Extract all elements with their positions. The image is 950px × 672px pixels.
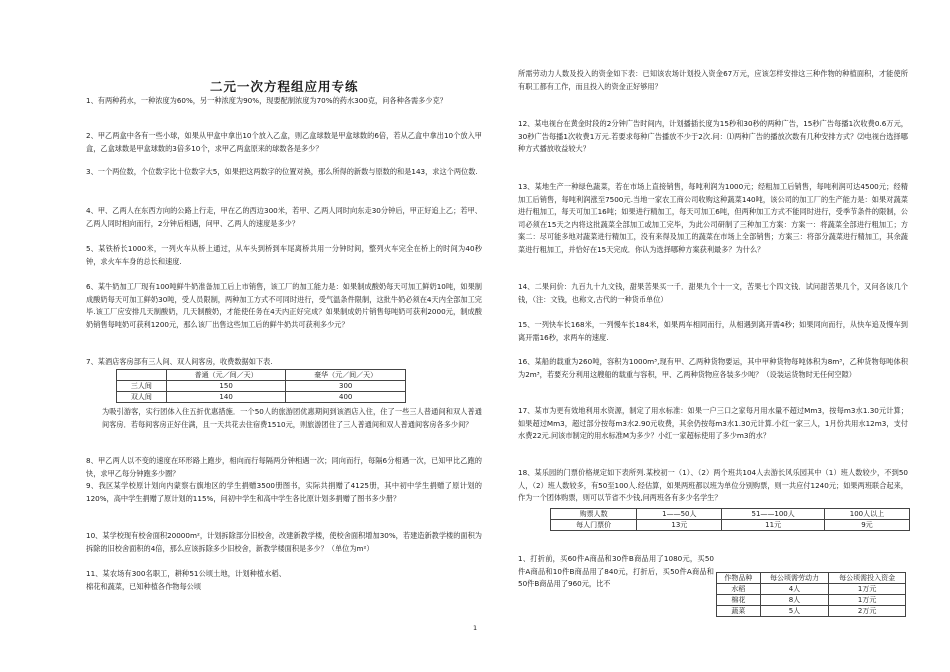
- table-cell: 棉花: [717, 595, 761, 606]
- table-cell: 1——50人: [637, 509, 722, 520]
- problem-11: 11、某农场有300名职工，耕种51公顷土地，计划种植水稻、棉花和蔬菜，已知种植各作物每公顷: [86, 569, 286, 591]
- table-cell: 1万元: [829, 595, 906, 606]
- problem-11-cont: 所需劳动力人数及投入的资金如下表：已知该农场计划投入资金67万元，应该怎样安排这三种作物的种植面积，才能使所有职工都有工作，而且投入的资金正好够用？: [518, 69, 908, 91]
- table-cell: 双人间: [117, 392, 167, 403]
- problem-15: 15、一列快车长168米，一列慢车长184米，如果两车相同而行，从相遇到离开需4秒；如果同向而行，从快车追及慢车到离开需16秒，求两车的速度.: [518, 320, 908, 342]
- crop-requirements-table: [716, 572, 906, 617]
- table-cell: 150: [166, 381, 286, 392]
- table-cell: 51——100人: [722, 509, 825, 520]
- problem-1: 1、有两种药水，一种浓度为60%，另一种浓度为90%，现要配制浓度为70%的药水300克，问各种各需多少克？: [86, 96, 447, 105]
- problem-17: 17、某市为更有效地利用水资源，制定了用水标准：如果一户三口之家每月用水量不超过Mm3，按每m3水1.30元计算；如果超过Mm3，超过部分按每m3水2.90元收费，其余仍按每m3水1.30元计算.小红一家三人，1月份共用水12m3，支付水费22元.问该市制定的用水标准M为多少？小红一家超标使用了多少m3的水？: [518, 406, 908, 441]
- table-cell: 水稻: [717, 584, 761, 595]
- table-cell: 100人以上: [824, 509, 909, 520]
- ticket-price-table: [550, 508, 910, 531]
- table-cell: 140: [166, 392, 286, 403]
- table-cell: 豪华（元／间／天）: [286, 370, 406, 381]
- hotel-price-table: [116, 369, 406, 403]
- problem-12: 12、某电视台在黄金时段的2分钟广告时间内，计划播插长度为15秒和30秒的两种广告，15秒广告每播1次收费0.6万元，30秒广告每播1次收费1万元.若要求每种广告播放不少于2次.问：⑴两种广告的播放次数有几种安排方式？⑵电视台选择哪种方式播放收益较大？: [518, 119, 908, 154]
- table-cell: 普通（元／间／天）: [166, 370, 286, 381]
- table-cell: 5人: [760, 606, 829, 617]
- table-cell: 每人门票价: [551, 520, 637, 531]
- table-cell: 每公顷需劳动力: [760, 573, 829, 584]
- problem-7-text: 为吸引游客，实行团体入住五折优惠措施．一个50人的旅游团优惠期间到该酒店入住，住了一些三人普通间和双人普通间客房．若每间客房正好住满，且一天共花去住宿费1510元，则旅游团住了三人普通间和双人普通间客房各多少间？: [102, 407, 482, 429]
- problem-5: 5、某铁桥长1000米，一列火车从桥上通过，从车头到桥到车尾离桥共用一分钟时间，整列火车完全在桥上的时间为40秒钟，求火车车身的总长和速度.: [86, 244, 482, 266]
- discount-problem-1: 1、打折前，买60件A商品和30件B商品用了1080元，买50件A商品和10件B商品用了840元，打折后，买50件A商品和50件B商品用了960元，比不: [518, 554, 714, 589]
- table-cell: 13元: [637, 520, 722, 531]
- problem-6: 6、某牛奶加工厂现有100吨鲜牛奶准备加工后上市销售，该工厂的加工能力是：如果制成酸奶每天可加工鲜奶10吨，如果制成酸奶每天可加工鲜奶30吨，受人员限制，两种加工方式不可同时进行，受气温条件限制，这批牛奶必须在4天内全部加工完毕.该工厂应安排几天制酸奶，几天制酸奶，才能使任务在4天内正好完成？如果制成奶片销售每吨奶可获利2000元，制成酸奶销售每吨奶可获利1200元，那么该厂出售这些加工后的鲜牛奶共可获利多少元？: [86, 282, 482, 329]
- table-cell: 作物品种: [717, 573, 761, 584]
- problem-9: 9、我区某学校原计划向内蒙察右旗地区的学生捐赠3500册图书，实际共捐赠了4125册，其中初中学生捐赠了原计划的120%，高中学生捐赠了原计划的115%，问初中学生和高中学生各比原计划多捐赠了图书多少册？: [86, 481, 482, 503]
- page-number: 1: [473, 624, 478, 632]
- problem-4: 4、甲、乙两人在东西方向的公路上行走，甲在乙的西边300米，若甲、乙两人同时向东走30分钟后，甲正好追上乙；若甲、乙两人同时相向而行，2分钟后相遇，问甲、乙两人的速度是多少？: [86, 206, 482, 228]
- problem-2: 2、甲乙两盒中各有一些小球，如果从甲盒中拿出10个放入乙盒，则乙盒球数是甲盒球数的6倍，若从乙盒中拿出10个放入甲盒，乙盒球数是甲盒球数的3倍多10个，求甲乙两盒原来的球数各是多少？: [86, 131, 482, 153]
- problem-13: 13、某地生产一种绿色蔬菜，若在市场上直接销售，每吨利润为1000元；经粗加工后销售，每吨利润可达4500元；经精加工后销售，每吨利润涨至7500元.当地一家农工商公司收购这种蔬菜140吨，该公司的加工厂的生产能力是：如果对蔬菜进行粗加工，每天可加工16吨；如果进行精加工，每天可加工6吨，但两种加工方式不能同时进行，受季节条件的限制，公司必须在15天之内将这批蔬菜全部加工或加工完毕，为此公司研制了三种加工方案：方案一：将蔬菜全部进行粗加工；方案二：尽可能多地对蔬菜进行精加工，没有来得及加工的蔬菜在市场上全部销售；方案三：将部分蔬菜进行精加工，其余蔬菜进行粗加工，并恰好在15天完成．你认为选择哪种方案获利最多？为什么？: [518, 182, 908, 254]
- table-cell: 1万元: [829, 584, 906, 595]
- table-cell: 300: [286, 381, 406, 392]
- table-cell: 每公顷需投入资金: [829, 573, 906, 584]
- table-cell: 8人: [760, 595, 829, 606]
- problem-7: 7、某酒店客房部有三人间、双人间客房，收费数据如下表.: [86, 357, 273, 366]
- problem-10: 10、某学校现有校舍面积20000m²，计划拆除部分旧校舍，改建新教学楼，使校舍面积增加30%，若建造新教学楼的面积为拆除的旧校舍面积的4倍，那么应该拆除多少旧校舍，新教学楼面积是多少？（单位为m²）: [86, 531, 482, 553]
- table-cell: 4人: [760, 584, 829, 595]
- table-cell: 2万元: [829, 606, 906, 617]
- table-cell: 400: [286, 392, 406, 403]
- table-cell: 11元: [722, 520, 825, 531]
- problem-3: 3、一个两位数，个位数字比十位数字大5，如果把这两数字的位置对换，那么所得的新数与原数的和是143，求这个两位数.: [86, 167, 478, 176]
- table-cell: [117, 370, 167, 381]
- table-cell: 9元: [824, 520, 909, 531]
- table-cell: 购票人数: [551, 509, 637, 520]
- table-cell: 蔬菜: [717, 606, 761, 617]
- problem-16: 16、某船的载重为260吨，容积为1000m³,现有甲、乙两种货物要运，其中甲种货物每吨体积为8m³，乙种货物每吨体积为2m³，若要充分利用这艘船的载重与容积，甲、乙两种货物应各装多少吨？（设装运货物时无任何空隙）: [518, 357, 908, 379]
- problem-8: 8、甲乙两人以不变的速度在环形路上跑步，相向而行每隔两分钟相遇一次；同向而行，每隔6分相遇一次，已知甲比乙跑的快，求甲乙每分钟跑多少圈？: [86, 456, 482, 478]
- page-title: 二元一次方程组应用专练: [210, 79, 359, 94]
- table-cell: 三人间: [117, 381, 167, 392]
- problem-18: 18、某乐园的门票价格规定如下表所列.某校初一（1）、（2）两个班共104人去游长风乐园其中（1）班人数较少，不到50人，（2）班人数较多，有50至100人.经估算，如果两班都以班为单位分别购票，则一共应付1240元；如果两班联合起来，作为一个团体购票，则可以节省不少钱,问两班各有多少名学生？: [518, 468, 908, 503]
- problem-14: 14、二果问价：九百九十九文钱，甜果苦果买一千．甜果九个十一文，苦果七个四文钱．试问甜苦果几个，又问各该几个钱，（注：文钱，也称文,古代的一种货币单位）: [518, 282, 908, 304]
